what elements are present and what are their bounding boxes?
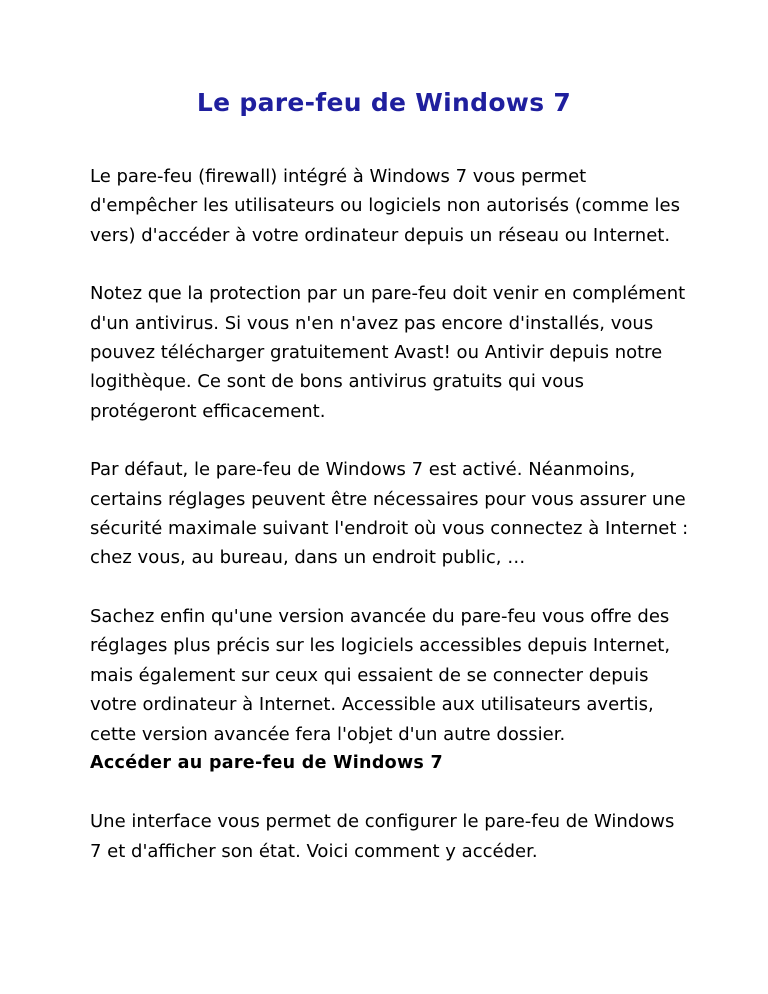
- paragraph-advanced-version: Sachez enfin qu'une version avancée du pare-feu vous offre des réglages plus précis sur les logiciels accessibles depuis Internet, mais également sur ceux qui essaient de se connecter depuis votre ordinateur à Internet. Accessible aux utilisateurs avertis, cette version avancée fera l'objet d'un autre dossier.: [90, 605, 671, 745]
- page-title: Le pare-feu de Windows 7: [196, 88, 572, 117]
- section-heading: Accéder au pare-feu de Windows 7: [90, 752, 444, 773]
- paragraph-default-settings: Par défaut, le pare-feu de Windows 7 est activé. Néanmoins, certains réglages peuvent être nécessaires pour vous assurer une sécurité maximale suivant l'endroit où vous connectez à Internet : chez vous, au bureau, dans un endroit public, …: [90, 459, 689, 569]
- document-body: [90, 162, 690, 895]
- paragraph-interface: Une interface vous permet de configurer le pare-feu de Windows 7 et d'afficher son état. Voici comment y accéder.: [90, 811, 675, 862]
- paragraph-antivirus: Notez que la protection par un pare-feu doit venir en complément d'un antivirus. Si vous n'en n'avez pas encore d'installés, vous pouvez télécharger gratuitement Avast! ou Antivir depuis notre logithèque. Ce sont de bons antivirus gratuits qui vous protégeront efficacement.: [90, 283, 686, 422]
- paragraph-intro: Le pare-feu (firewall) intégré à Windows 7 vous permet d'empêcher les utilisateurs ou logiciels non autorisés (comme les vers) d'accéder à votre ordinateur depuis un réseau ou Internet.: [90, 166, 680, 246]
